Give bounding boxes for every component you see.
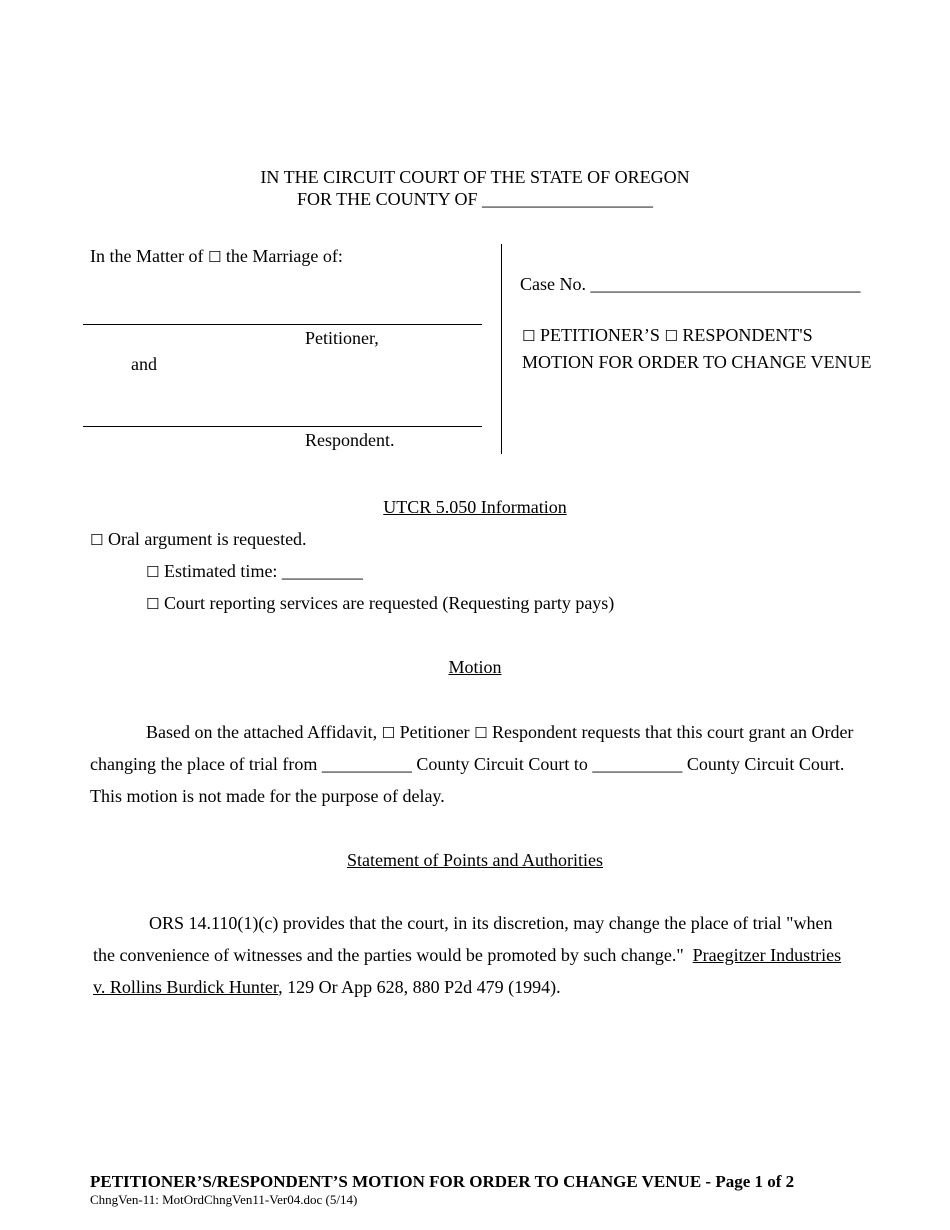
marriage-checkbox[interactable]: ☐	[207, 248, 222, 266]
utcr-heading: UTCR 5.050 Information	[383, 497, 567, 517]
court-reporting-row	[146, 593, 614, 614]
respondent-label: Respondent.	[305, 430, 395, 450]
respondents-checkbox[interactable]: ☐	[664, 327, 678, 345]
petitioner-signature-line	[83, 324, 482, 325]
points-line-2	[93, 945, 841, 966]
matter-prefix: In the Matter of	[90, 246, 204, 266]
motion-line-1	[146, 722, 853, 743]
motion-title: MOTION FOR ORDER TO CHANGE VENUE	[522, 352, 872, 372]
motion-petitioner-checkbox[interactable]: ☐	[381, 724, 396, 742]
respondents-option-label: RESPONDENT'S	[682, 325, 813, 345]
case-name-part-2: v. Rollins Burdick Hunter	[93, 977, 279, 997]
motion-line-3: This motion is not made for the purpose of delay.	[90, 786, 445, 806]
petitioner-label: Petitioner,	[305, 328, 379, 348]
oral-argument-row	[90, 529, 307, 550]
estimated-time-checkbox[interactable]: ☐	[146, 563, 160, 581]
court-title: IN THE CIRCUIT COURT OF THE STATE OF OREGON	[260, 167, 690, 187]
estimated-time-label: Estimated time: _________	[163, 561, 363, 581]
caption-divider	[501, 244, 502, 454]
county-line: FOR THE COUNTY OF ___________________	[296, 189, 654, 209]
case-number: Case No. ______________________________	[520, 274, 861, 294]
points-heading: Statement of Points and Authorities	[347, 850, 603, 870]
footer-title: PETITIONER’S/RESPONDENT’S MOTION FOR ORDER TO CHANGE VENUE - Page 1 of 2	[90, 1172, 795, 1191]
matter-line	[90, 246, 343, 267]
party-options	[522, 325, 813, 346]
motion-text-1: Based on the attached Affidavit,	[146, 722, 378, 742]
points-line-3	[93, 977, 561, 998]
points-line-2-text: the convenience of witnesses and the parties would be promoted by such change."	[93, 945, 684, 965]
motion-petitioner-label: Petitioner	[399, 722, 470, 742]
footer-doc-id: ChngVen-11: MotOrdChngVen11-Ver04.doc (5/14)	[90, 1192, 358, 1207]
motion-line-2: changing the place of trial from __________ County Circuit Court to __________ County Circuit Court.	[90, 754, 845, 774]
petitioners-option-label: PETITIONER’S	[539, 325, 660, 345]
motion-respondent-checkbox[interactable]: ☐	[474, 724, 488, 742]
motion-heading: Motion	[448, 657, 502, 677]
oral-argument-label: Oral argument is requested.	[107, 529, 307, 549]
court-reporting-label: Court reporting services are requested (Requesting party pays)	[163, 593, 615, 613]
case-citation: , 129 Or App 628, 880 P2d 479 (1994).	[278, 977, 561, 997]
matter-suffix: the Marriage of:	[225, 246, 343, 266]
points-line-1: ORS 14.110(1)(c) provides that the court, in its discretion, may change the place of trial "when	[149, 913, 833, 933]
case-name-part-1: Praegitzer Industries	[692, 945, 842, 965]
motion-text-2: Respondent requests that this court grant an Order	[492, 722, 854, 742]
petitioners-checkbox[interactable]: ☐	[522, 327, 536, 345]
and-label: and	[131, 354, 157, 374]
estimated-time-row	[146, 561, 363, 582]
court-reporting-checkbox[interactable]: ☐	[146, 595, 160, 613]
oral-argument-checkbox[interactable]: ☐	[90, 531, 104, 549]
respondent-signature-line	[83, 426, 482, 427]
